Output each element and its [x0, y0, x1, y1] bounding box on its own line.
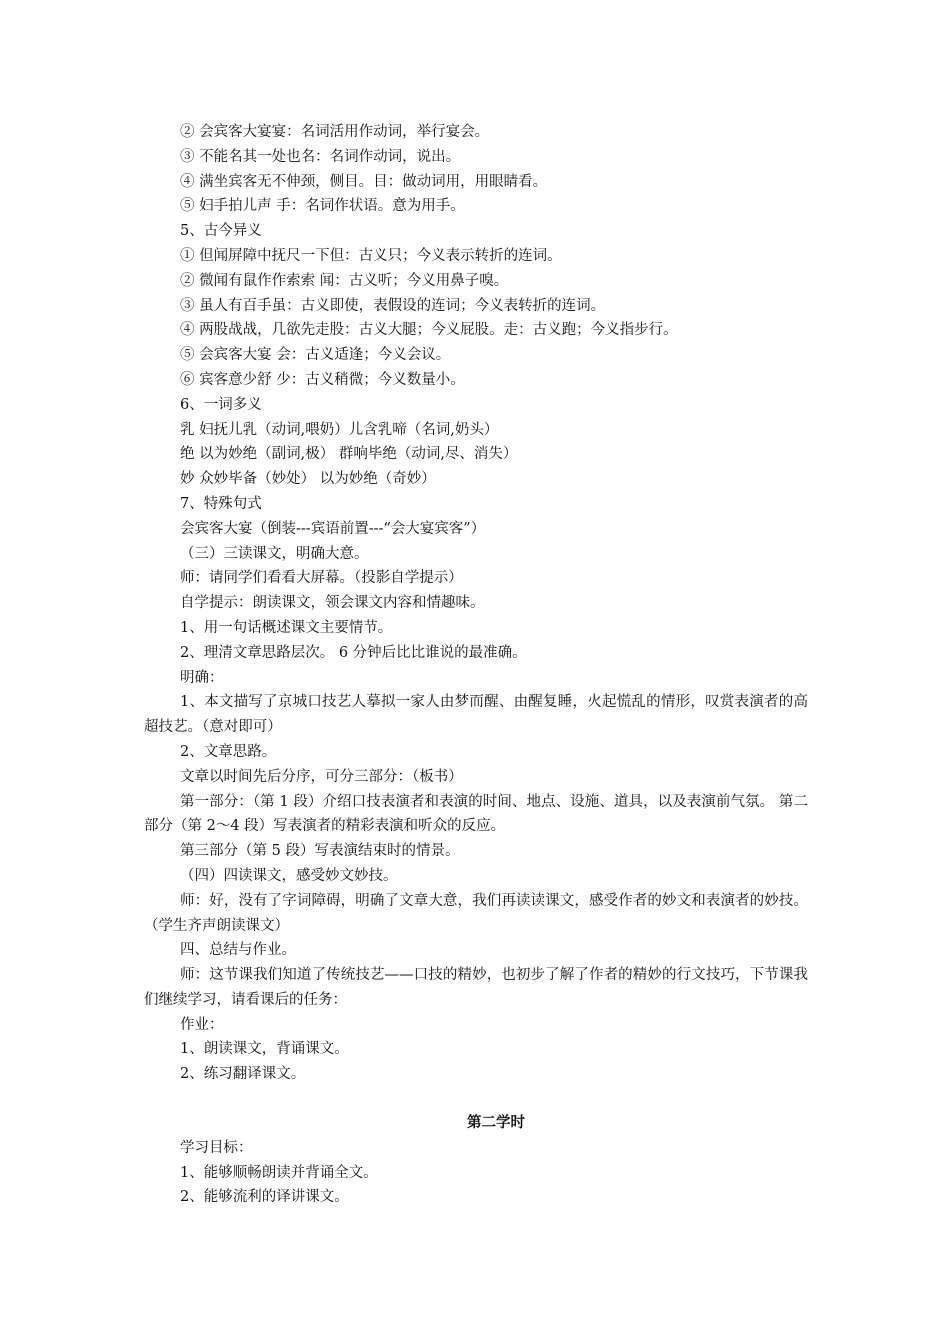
- section-heading: 四、总结与作业。: [180, 942, 296, 959]
- text-line: 文章以时间先后分序，可分三部分：（板书）: [180, 768, 463, 785]
- text-line: （四）四读课文，感受妙文妙技。: [180, 867, 398, 884]
- text-line: 2、能够流利的译讲课文。: [180, 1189, 349, 1206]
- paragraph: 师：好，没有了字词障碍，明确了文章大意，我们再读读课文，感受作者的妙文和表演者的妙技。 （学生齐声朗读课文）: [144, 892, 808, 934]
- text-line: 1、用一句话概述课文主要情节。: [180, 619, 393, 636]
- text-line: ④ 满坐宾客无不伸颈，侧目。目：做动词用，用眼睛看。: [180, 173, 548, 190]
- text-line: 会宾客大宴（倒装---宾语前置---“会大宴宾客”）: [180, 520, 486, 537]
- text-line: ⑤ 妇手拍儿声 手：名词作状语。意为用手。: [180, 198, 465, 215]
- text-line: 1、能够顺畅朗读并背诵全文。: [180, 1164, 378, 1181]
- text-line: 2、理清文章思路层次。 6 分钟后比比谁说的最准确。: [180, 644, 527, 661]
- section-heading: 6、一词多义: [180, 396, 262, 413]
- text-line: ① 但闻屏障中抚尺一下但：古义只；今义表示转折的连词。: [180, 247, 562, 264]
- section-title: 第二学时: [467, 1115, 525, 1132]
- text-line: 2、文章思路。: [180, 743, 277, 760]
- text-line: 绝 以为妙绝（副词,极） 群响毕绝（动词,尽、消失）: [180, 446, 518, 463]
- document-body: [144, 120, 808, 1210]
- section-heading: 7、特殊句式: [180, 495, 262, 512]
- text-line: 2、练习翻译课文。: [180, 1066, 306, 1083]
- text-line: 1、朗读课文，背诵课文。: [180, 1041, 349, 1058]
- text-line: 师：请同学们看看大屏幕。（投影自学提示）: [180, 570, 463, 587]
- text-line: 妙 众妙毕备（妙处） 以为妙绝（奇妙）: [180, 471, 436, 488]
- text-line: ② 会宾客大宴宴：名词活用作动词，举行宴会。: [180, 124, 490, 140]
- text-line: ④ 两股战战，几欲先走股：古义大腿；今义屁股。走：古义跑；今义指步行。: [180, 322, 678, 339]
- paragraph: 第一部分：（第 1 段）介绍口技表演者和表演的时间、地点、设施、道具，以及表演前气氛。 第二部分（第 2～4 段）写表演者的精彩表演和听众的反应。: [144, 793, 808, 835]
- text-line: 第三部分（第 5 段）写表演结束时的情景。: [180, 843, 460, 860]
- text-line: ⑤ 会宾客大宴 会：古义适逢；今义会议。: [180, 347, 451, 364]
- text-line: ② 微闻有鼠作作索索 闻：古义听；今义用鼻子嗅。: [180, 272, 509, 289]
- paragraph: 师：这节课我们知道了传统技艺——口技的精妙，也初步了解了作者的精妙的行文技巧，下节课我们继续学习，请看课后的任务：: [144, 967, 808, 1008]
- text-line: 明确：: [180, 669, 224, 686]
- text-line: 作业：: [180, 1016, 224, 1033]
- text-line: 自学提示：朗读课文，领会课文内容和情趣味。: [180, 595, 485, 612]
- text-line: 乳 妇抚儿乳（动词,喂奶）儿含乳啼（名词,奶头）: [180, 421, 499, 438]
- text-line: 学习目标：: [180, 1139, 253, 1156]
- text-line: ③ 虽人有百手虽：古义即使，表假设的连词；今义表转折的连词。: [180, 297, 606, 314]
- text-line: ⑥ 宾客意少舒 少：古义稍微；今义数量小。: [180, 371, 465, 388]
- paragraph: 1、本文描写了京城口技艺人摹拟一家人由梦而醒、由醒复睡，火起慌乱的情形，叹赏表演者的高超技艺。（意对即可）: [144, 694, 808, 736]
- text-line: （三）三读课文，明确大意。: [180, 545, 369, 562]
- section-heading: 5、古今异义: [180, 223, 262, 240]
- text-line: ③ 不能名其一处也名：名词作动词，说出。: [180, 148, 461, 165]
- spacer: [144, 1087, 808, 1111]
